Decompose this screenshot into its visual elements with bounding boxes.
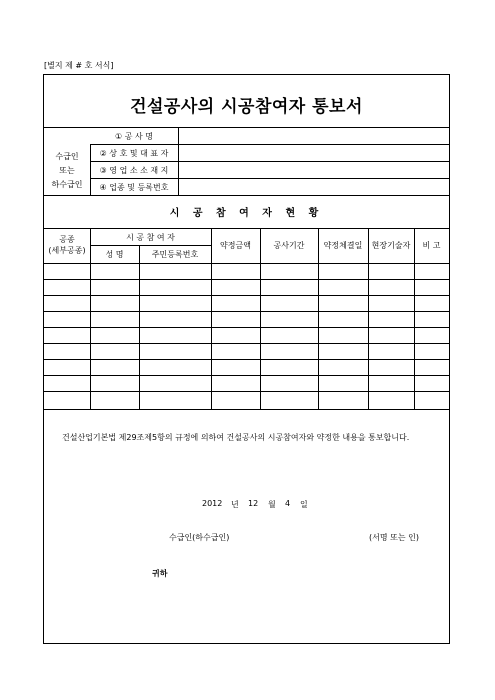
form-frame xyxy=(43,74,450,644)
column-line xyxy=(368,228,369,409)
addressee-label: 귀하 xyxy=(152,569,168,578)
office-address-field[interactable] xyxy=(178,161,449,178)
resident-number-header: 주민등록번호 xyxy=(151,250,199,259)
remarks-header: 비 고 xyxy=(422,241,441,250)
site-engineer-header: 현장기술자 xyxy=(371,241,411,250)
table-row-line xyxy=(44,279,449,280)
contractor-label-line3: 하수급인 xyxy=(51,180,83,189)
table-row-line xyxy=(44,391,449,392)
table-row-line xyxy=(44,295,449,296)
document-title: 건설공사의 시공참여자 통보서 xyxy=(130,97,363,117)
contractor-label-line1: 수급인 xyxy=(55,152,79,161)
date-month-unit: 월 xyxy=(268,500,276,509)
contractor-label-line2: 또는 xyxy=(59,166,75,175)
column-line xyxy=(260,228,261,409)
project-name-label: ① 공 사 명 xyxy=(115,132,153,141)
column-line xyxy=(211,228,212,409)
column-line xyxy=(318,228,319,409)
contract-date-header: 약정체결일 xyxy=(323,241,363,250)
office-address-label: ③ 영 업 소 소 재 지 xyxy=(99,166,169,175)
divider xyxy=(90,245,211,246)
table-row-line xyxy=(44,343,449,344)
notification-statement: 건설산업기본법 제29조제5항의 규정에 의하여 건설공사의 시공참여자와 약정한 내용을 통보합니다. xyxy=(62,433,410,442)
company-representative-field[interactable] xyxy=(178,144,449,161)
divider xyxy=(44,228,449,229)
contractor-signature-label: 수급인(하수급인) xyxy=(169,533,230,542)
trade-header-line2: (세부공종) xyxy=(48,246,86,255)
participant-header: 시 공 참 여 자 xyxy=(126,233,175,242)
date-month: 12 xyxy=(248,499,259,508)
business-registration-label: ④ 업종 및 등록번호 xyxy=(99,183,169,192)
business-registration-field[interactable] xyxy=(178,178,449,195)
trade-header-line1: 공종 xyxy=(59,235,75,244)
column-line xyxy=(90,228,91,409)
divider xyxy=(44,195,449,196)
table-row-line xyxy=(44,311,449,312)
form-number-label: [별지 제 # 호 서식] xyxy=(44,61,114,70)
column-line xyxy=(139,245,140,409)
sign-or-seal-hint: (서명 또는 인) xyxy=(369,533,419,542)
date-year-unit: 년 xyxy=(231,500,239,509)
table-row-line xyxy=(44,375,449,376)
construction-period-header: 공사기간 xyxy=(273,241,305,250)
date-year: 2012 xyxy=(202,499,223,508)
table-row-line xyxy=(44,327,449,328)
project-name-field[interactable] xyxy=(178,127,449,144)
column-line xyxy=(414,228,415,409)
participant-status-title: 시 공 참 여 자 현 황 xyxy=(169,208,324,219)
company-representative-label: ② 상 호 및 대 표 자 xyxy=(99,149,169,158)
name-header: 성 명 xyxy=(105,250,124,259)
table-row-line xyxy=(44,359,449,360)
date-day-unit: 일 xyxy=(300,500,308,509)
contract-amount-header: 약정금액 xyxy=(220,241,251,250)
divider xyxy=(44,263,449,264)
table-bottom-line xyxy=(44,409,449,410)
date-day: 4 xyxy=(285,499,291,508)
